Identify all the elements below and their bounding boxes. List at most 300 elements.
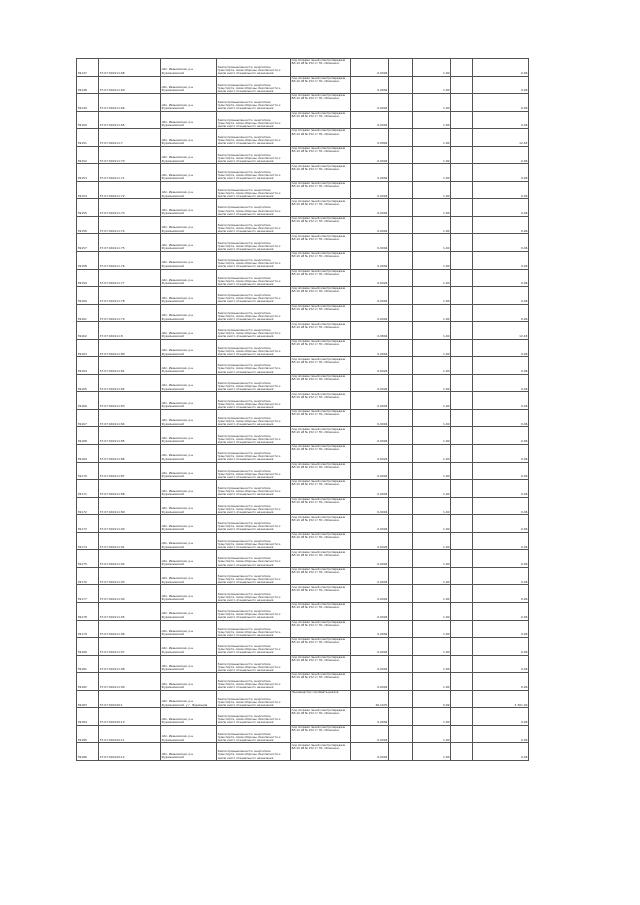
land-category: Земли промышленности, энергетики, транспорта, связи обороны, безопасности и земли иного специального назначения <box>217 638 291 655</box>
empty-cell <box>451 463 473 480</box>
record-number: 39166 <box>77 392 99 409</box>
address: обл. Ивановская, р-н Фурмановский <box>161 234 217 251</box>
table-row <box>77 357 529 375</box>
address: обл. Ивановская, р-н Фурмановский <box>161 568 217 585</box>
address: обл. Ивановская, р-н Фурмановский <box>161 726 217 743</box>
record-number: 39149 <box>77 94 99 111</box>
record-number: 39174 <box>77 533 99 550</box>
land-category: Земли промышленности, энергетики, транспорта, связи обороны, безопасности и земли иного специального назначения <box>217 322 291 339</box>
cadastral-number: 37:07:040111:65 <box>99 112 161 129</box>
table-row <box>77 691 529 709</box>
area-value: 0,0004 <box>351 77 389 94</box>
cadastral-number: 37:07:040111:92 <box>99 550 161 567</box>
table-row <box>77 726 529 744</box>
address: обл. Ивановская, р-н Фурмановский <box>161 656 217 673</box>
area-value: 0,0004 <box>351 287 389 304</box>
cadastral-number: 37:07:040111:78 <box>99 287 161 304</box>
tax-sum: 0,06 <box>473 252 529 269</box>
empty-cell <box>389 445 413 462</box>
address: обл. Ивановская, р-н Фурмановский <box>161 427 217 444</box>
table-row <box>77 305 529 323</box>
table-row <box>77 498 529 516</box>
address: обл. Ивановская, р-н Фурмановский <box>161 480 217 497</box>
tax-sum: 0,06 <box>473 550 529 567</box>
permitted-use: под опорами линий электропередачи ВЛ-10 кВ № 152 от ПС «Фоминка» <box>291 621 351 638</box>
cadastral-number: 37:07:040111:8 <box>99 322 161 339</box>
record-number: 39184 <box>77 708 99 725</box>
land-category: Земли промышленности, энергетики, транспорта, связи обороны, безопасности и земли иного специального назначения <box>217 182 291 199</box>
record-number: 39171 <box>77 480 99 497</box>
area-value: 0,0004 <box>351 515 389 532</box>
empty-cell <box>451 691 473 708</box>
coefficient: 1,00 <box>413 147 451 164</box>
address: обл. Ивановская, р-н Фурмановский <box>161 410 217 427</box>
coefficient: 1,00 <box>413 550 451 567</box>
cadastral-number: 37:07:040111:79 <box>99 305 161 322</box>
address: обл. Ивановская, р-н Фурмановский <box>161 77 217 94</box>
cadastral-number: 37:07:040111:95 <box>99 603 161 620</box>
empty-cell <box>389 357 413 374</box>
land-category: Земли промышленности, энергетики, транспорта, связи обороны, безопасности и земли иного специального назначения <box>217 270 291 287</box>
record-number: 39165 <box>77 375 99 392</box>
table-row <box>77 410 529 428</box>
permitted-use: под опорами линий электропередачи ВЛ-10 кВ № 152 от ПС «Фоминка» <box>291 533 351 550</box>
empty-cell <box>451 182 473 199</box>
cadastral-number: 37:07:040111:88 <box>99 480 161 497</box>
land-category: Земли промышленности, энергетики, транспорта, связи обороны, безопасности и земли иного специального назначения <box>217 498 291 515</box>
empty-cell <box>451 743 473 760</box>
area-value: 0,0004 <box>351 427 389 444</box>
record-number: 39178 <box>77 603 99 620</box>
empty-cell <box>389 621 413 638</box>
empty-cell <box>451 708 473 725</box>
coefficient: 1,00 <box>413 498 451 515</box>
cadastral-number: 37:07:040111:84 <box>99 410 161 427</box>
land-category: Земли промышленности, энергетики, транспорта, связи обороны, безопасности и земли иного специального назначения <box>217 375 291 392</box>
record-number: 39159 <box>77 270 99 287</box>
address: обл. Ивановская, р-н Фурмановский <box>161 585 217 602</box>
land-category: Земли промышленности, энергетики, транспорта, связи обороны, безопасности и земли иного специального назначения <box>217 392 291 409</box>
address: обл. Ивановская, р-н Фурмановский <box>161 375 217 392</box>
table-row <box>77 427 529 445</box>
address: обл. Ивановская, р-н Фурмановский <box>161 673 217 690</box>
tax-sum: 0,06 <box>473 603 529 620</box>
land-category: Земли промышленности, энергетики, транспорта, связи обороны, безопасности и земли иного специального назначения <box>217 357 291 374</box>
table-row <box>77 585 529 603</box>
empty-cell <box>389 568 413 585</box>
record-number: 39152 <box>77 147 99 164</box>
permitted-use: под опорами линий электропередачи ВЛ-10 кВ № 152 от ПС «Фоминка» <box>291 94 351 111</box>
empty-cell <box>389 410 413 427</box>
record-number: 39163 <box>77 340 99 357</box>
land-category: Земли промышленности, энергетики, транспорта, связи обороны, безопасности и земли иного специального назначения <box>217 568 291 585</box>
empty-cell <box>451 217 473 234</box>
land-category: Земли промышленности, энергетики, транспорта, связи обороны, безопасности и земли иного специального назначения <box>217 287 291 304</box>
address: обл. Ивановская, р-н Фурмановский <box>161 164 217 181</box>
empty-cell <box>389 129 413 146</box>
coefficient: 1,00 <box>413 164 451 181</box>
address: обл. Ивановская, р-н Фурмановский <box>161 515 217 532</box>
tax-sum: 0,06 <box>473 585 529 602</box>
permitted-use: под опорами линий электропередачи ВЛ-10 кВ № 152 от ПС «Фоминка» <box>291 340 351 357</box>
cadastral-number: 37:07:040111:81 <box>99 357 161 374</box>
area-value: 0,0004 <box>351 392 389 409</box>
table-row <box>77 182 529 200</box>
record-number: 39185 <box>77 726 99 743</box>
area-value: 0,0004 <box>351 199 389 216</box>
record-number: 39148 <box>77 77 99 94</box>
empty-cell <box>389 77 413 94</box>
record-number: 39175 <box>77 550 99 567</box>
cadastral-number: 37:07:040111:90 <box>99 515 161 532</box>
permitted-use: под опорами линий электропередачи ВЛ-10 кВ № 152 от ПС «Фоминка» <box>291 147 351 164</box>
cadastral-number: 37:07:040111:99 <box>99 673 161 690</box>
land-category: Земли промышленности, энергетики, транспорта, связи обороны, безопасности и земли иного специального назначения <box>217 515 291 532</box>
empty-cell <box>451 77 473 94</box>
table-row <box>77 270 529 288</box>
cadastral-number: 37:07:040111:70 <box>99 147 161 164</box>
area-value: 0,0004 <box>351 463 389 480</box>
tax-sum: 0,06 <box>473 480 529 497</box>
tax-sum: 0,06 <box>473 305 529 322</box>
empty-cell <box>451 287 473 304</box>
table-row <box>77 129 529 147</box>
tax-sum: 0,06 <box>473 392 529 409</box>
area-value: 0,0004 <box>351 603 389 620</box>
address: обл. Ивановская, р-н Фурмановский <box>161 59 217 76</box>
coefficient: 1,00 <box>413 603 451 620</box>
area-value: 0,0004 <box>351 585 389 602</box>
permitted-use: под опорами линий электропередачи ВЛ-10 кВ № 152 от ПС «Фоминка» <box>291 463 351 480</box>
cadastral-number: 37:07:040111:66 <box>99 94 161 111</box>
coefficient: 1,00 <box>413 463 451 480</box>
address: обл. Ивановская, р-н Фурмановский <box>161 463 217 480</box>
table-row <box>77 77 529 95</box>
cadastral-number: 37:07:040111:82 <box>99 375 161 392</box>
coefficient: 1,00 <box>413 480 451 497</box>
tax-sum: 0,06 <box>473 445 529 462</box>
empty-cell <box>389 182 413 199</box>
cadastral-number: 37:07:040111:68 <box>99 59 161 76</box>
cadastral-number: 37:07:040111:76 <box>99 252 161 269</box>
coefficient: 1,00 <box>413 708 451 725</box>
area-value: 0,0004 <box>351 252 389 269</box>
tax-sum: 0,06 <box>473 743 529 760</box>
empty-cell <box>389 726 413 743</box>
tax-sum: 0,06 <box>473 59 529 76</box>
area-value: 0,0004 <box>351 147 389 164</box>
area-value: 0,0004 <box>351 656 389 673</box>
empty-cell <box>389 252 413 269</box>
table-row <box>77 112 529 130</box>
area-value: 0,0004 <box>351 533 389 550</box>
table-row <box>77 252 529 270</box>
table-row <box>77 217 529 235</box>
area-value: 0,0004 <box>351 673 389 690</box>
area-value: 0,0004 <box>351 305 389 322</box>
table-row <box>77 340 529 358</box>
empty-cell <box>389 480 413 497</box>
permitted-use: под опорами линий электропередачи ВЛ-10 кВ № 152 от ПС «Фоминка» <box>291 568 351 585</box>
land-category: Земли промышленности, энергетики, транспорта, связи обороны, безопасности и земли иного специального назначения <box>217 533 291 550</box>
permitted-use: под опорами линий электропередачи ВЛ-10 кВ № 152 от ПС «Фоминка» <box>291 234 351 251</box>
area-value: 0,0004 <box>351 59 389 76</box>
empty-cell <box>451 621 473 638</box>
tax-sum: 12,18 <box>473 322 529 339</box>
area-value: 26,1670 <box>351 691 389 708</box>
table-row <box>77 375 529 393</box>
empty-cell <box>451 656 473 673</box>
tax-sum: 0,06 <box>473 182 529 199</box>
empty-cell <box>389 691 413 708</box>
tax-sum: 0,06 <box>473 199 529 216</box>
coefficient: 1,00 <box>413 375 451 392</box>
cadastral-number: 37:07:040120:11 <box>99 726 161 743</box>
permitted-use: под опорами линий электропередачи ВЛ-10 кВ № 152 от ПС «Фоминка» <box>291 199 351 216</box>
tax-sum: 2 301,00 <box>473 691 529 708</box>
empty-cell <box>389 638 413 655</box>
coefficient: 1,00 <box>413 77 451 94</box>
record-number: 39173 <box>77 515 99 532</box>
permitted-use: под опорами линий электропередачи ВЛ-10 кВ № 152 от ПС «Фоминка» <box>291 77 351 94</box>
coefficient: 1,00 <box>413 533 451 550</box>
permitted-use: под опорами линий электропередачи ВЛ-10 кВ № 152 от ПС «Фоминка» <box>291 375 351 392</box>
address: обл. Ивановская, р-н Фурмановский <box>161 621 217 638</box>
tax-sum: 0,06 <box>473 217 529 234</box>
area-value: 0,0004 <box>351 164 389 181</box>
area-value: 0,0004 <box>351 445 389 462</box>
record-number: 39155 <box>77 199 99 216</box>
table-row <box>77 287 529 305</box>
permitted-use: под опорами линий электропередачи ВЛ-10 кВ № 152 от ПС «Фоминка» <box>291 480 351 497</box>
empty-cell <box>389 498 413 515</box>
land-category: Земли промышленности, энергетики, транспорта, связи обороны, безопасности и земли иного специального назначения <box>217 164 291 181</box>
cadastral-number: 37:07:040111:72 <box>99 182 161 199</box>
coefficient: 1,00 <box>413 427 451 444</box>
coefficient: 1,00 <box>413 94 451 111</box>
empty-cell <box>389 305 413 322</box>
coefficient: 1,00 <box>413 568 451 585</box>
area-value: 0,0004 <box>351 638 389 655</box>
permitted-use: под опорами линий электропередачи ВЛ-10 кВ № 152 от ПС «Фоминка» <box>291 357 351 374</box>
land-category: Земли промышленности, энергетики, транспорта, связи обороны, безопасности и земли иного специального назначения <box>217 585 291 602</box>
permitted-use: под опорами линий электропередачи ВЛ-10 кВ № 152 от ПС «Фоминка» <box>291 726 351 743</box>
cadastral-number: 37:07:040111:77 <box>99 270 161 287</box>
tax-sum: 0,06 <box>473 357 529 374</box>
permitted-use: под опорами линий электропередачи ВЛ-10 кВ № 152 от ПС «Фоминка» <box>291 673 351 690</box>
area-value: 0,0004 <box>351 480 389 497</box>
land-category: Земли промышленности, энергетики, транспорта, связи обороны, безопасности и земли иного специального назначения <box>217 550 291 567</box>
land-category: Земли промышленности, энергетики, транспорта, связи обороны, безопасности и земли иного специального назначения <box>217 77 291 94</box>
coefficient: 1,00 <box>413 129 451 146</box>
empty-cell <box>451 129 473 146</box>
address: обл. Ивановская, р-н Фурмановский <box>161 550 217 567</box>
empty-cell <box>451 392 473 409</box>
empty-cell <box>389 322 413 339</box>
tax-sum: 0,06 <box>473 270 529 287</box>
empty-cell <box>451 498 473 515</box>
coefficient: 1,00 <box>413 182 451 199</box>
empty-cell <box>451 726 473 743</box>
empty-cell <box>451 147 473 164</box>
area-value: 0,0804 <box>351 129 389 146</box>
tax-sum: 0,06 <box>473 463 529 480</box>
empty-cell <box>389 550 413 567</box>
coefficient: 1,00 <box>413 638 451 655</box>
table-row <box>77 638 529 656</box>
area-value: 0,0004 <box>351 94 389 111</box>
land-category: Земли промышленности, энергетики, транспорта, связи обороны, безопасности и земли иного специального назначения <box>217 217 291 234</box>
permitted-use: под опорами линий электропередачи ВЛ-10 кВ № 152 от ПС «Фоминка» <box>291 392 351 409</box>
permitted-use: под опорами линий электропередачи ВЛ-10 кВ № 152 от ПС «Фоминка» <box>291 217 351 234</box>
area-value: 0,0004 <box>351 726 389 743</box>
empty-cell <box>451 638 473 655</box>
permitted-use: под опорами линий электропередачи ВЛ-10 кВ № 152 от ПС «Фоминка» <box>291 270 351 287</box>
empty-cell <box>451 94 473 111</box>
land-category: Земли промышленности, энергетики, транспорта, связи обороны, безопасности и земли иного специального назначения <box>217 147 291 164</box>
cadastral-number: 37:07:040111:96 <box>99 621 161 638</box>
empty-cell <box>389 270 413 287</box>
cadastral-number: 37:07:040111:71 <box>99 164 161 181</box>
tax-sum: 0,06 <box>473 340 529 357</box>
table-row <box>77 322 529 340</box>
permitted-use: под опорами линий электропередачи ВЛ-10 кВ № 152 от ПС «Фоминка» <box>291 410 351 427</box>
tax-sum: 0,06 <box>473 515 529 532</box>
permitted-use: под опорами линий электропередачи ВЛ-10 кВ № 152 от ПС «Фоминка» <box>291 550 351 567</box>
coefficient: 1,00 <box>413 252 451 269</box>
empty-cell <box>451 234 473 251</box>
table-row <box>77 94 529 112</box>
cadastral-number: 37:07:040111:83 <box>99 392 161 409</box>
permitted-use: под опорами линий электропередачи ВЛ-10 кВ № 152 от ПС «Фоминка» <box>291 498 351 515</box>
empty-cell <box>451 305 473 322</box>
empty-cell <box>389 392 413 409</box>
coefficient: 1,00 <box>413 515 451 532</box>
land-category: Земли промышленности, энергетики, транспорта, связи обороны, безопасности и земли иного специального назначения <box>217 480 291 497</box>
empty-cell <box>451 480 473 497</box>
land-category: Земли промышленности, энергетики, транспорта, связи обороны, безопасности и земли иного специального назначения <box>217 59 291 76</box>
empty-cell <box>451 270 473 287</box>
land-category: Земли промышленности, энергетики, транспорта, связи обороны, безопасности и земли иного специального назначения <box>217 621 291 638</box>
permitted-use: под опорами линий электропередачи ВЛ-10 кВ № 152 от ПС «Фоминка» <box>291 656 351 673</box>
empty-cell <box>389 585 413 602</box>
empty-cell <box>389 463 413 480</box>
address: обл. Ивановская, р-н Фурмановский <box>161 252 217 269</box>
tax-sum: 0,06 <box>473 287 529 304</box>
land-category: Земли промышленности, энергетики, транспорта, связи обороны, безопасности и земли иного специального назначения <box>217 94 291 111</box>
cadastral-number: 37:07:040111:91 <box>99 533 161 550</box>
permitted-use: под опорами линий электропередачи ВЛ-10 кВ № 152 от ПС «Фоминка» <box>291 445 351 462</box>
record-number: 39151 <box>77 129 99 146</box>
address: обл. Ивановская, р-н Фурмановский <box>161 708 217 725</box>
tax-sum: 0,06 <box>473 94 529 111</box>
tax-sum: 12,18 <box>473 129 529 146</box>
cadastral-number: 37:07:040120:1 <box>99 691 161 708</box>
address: обл. Ивановская, р-н Фурмановский <box>161 182 217 199</box>
empty-cell <box>389 708 413 725</box>
area-value: 0,0004 <box>351 568 389 585</box>
coefficient: 1,00 <box>413 322 451 339</box>
address: обл. Ивановская, р-н Фурмановский <box>161 498 217 515</box>
permitted-use: под опорами линий электропередачи ВЛ-10 кВ № 152 от ПС «Фоминка» <box>291 129 351 146</box>
empty-cell <box>451 164 473 181</box>
address: обл. Ивановская, р-н Фурмановский <box>161 638 217 655</box>
coefficient: 1,00 <box>413 585 451 602</box>
address: обл. Ивановская, р-н Фурмановский <box>161 112 217 129</box>
land-category: Земли промышленности, энергетики, транспорта, связи обороны, безопасности и земли иного специального назначения <box>217 603 291 620</box>
land-category: Земли промышленности, энергетики, транспорта, связи обороны, безопасности и земли иного специального назначения <box>217 129 291 146</box>
land-category: Земли промышленности, энергетики, транспорта, связи обороны, безопасности и земли иного специального назначения <box>217 340 291 357</box>
address: обл. Ивановская, р-н Фурмановский <box>161 129 217 146</box>
table-row <box>77 568 529 586</box>
table-row <box>77 515 529 533</box>
record-number: 39172 <box>77 498 99 515</box>
empty-cell <box>451 427 473 444</box>
address: обл. Ивановская, р-н Фурмановский <box>161 94 217 111</box>
empty-cell <box>451 199 473 216</box>
empty-cell <box>451 410 473 427</box>
empty-cell <box>451 568 473 585</box>
area-value: 0,0004 <box>351 550 389 567</box>
cadastral-number: 37:07:040111:69 <box>99 77 161 94</box>
cadastral-number: 37:07:040120:12 <box>99 743 161 760</box>
coefficient: 1,00 <box>413 392 451 409</box>
cadastral-number: 37:07:040111:80 <box>99 340 161 357</box>
address: обл. Ивановская, р-н Фурмановский <box>161 199 217 216</box>
tax-sum: 0,06 <box>473 568 529 585</box>
empty-cell <box>451 445 473 462</box>
empty-cell <box>389 112 413 129</box>
record-number: 39150 <box>77 112 99 129</box>
address: обл. Ивановская, р-н Фурмановский <box>161 217 217 234</box>
area-value: 0,0004 <box>351 498 389 515</box>
area-value: 0,0004 <box>351 410 389 427</box>
land-category: Земли промышленности, энергетики, транспорта, связи обороны, безопасности и земли иного специального назначения <box>217 726 291 743</box>
table-row <box>77 164 529 182</box>
cadastral-number: 37:07:040111:94 <box>99 585 161 602</box>
empty-cell <box>451 673 473 690</box>
land-category: Земли промышленности, энергетики, транспорта, связи обороны, безопасности и земли иного специального назначения <box>217 673 291 690</box>
tax-sum: 0,06 <box>473 673 529 690</box>
empty-cell <box>389 427 413 444</box>
tax-sum: 0,06 <box>473 164 529 181</box>
permitted-use: под опорами линий электропередачи ВЛ-10 кВ № 152 от ПС «Фоминка» <box>291 305 351 322</box>
coefficient: 1,00 <box>413 410 451 427</box>
empty-cell <box>389 656 413 673</box>
record-number: 39180 <box>77 638 99 655</box>
area-value: 0,0804 <box>351 322 389 339</box>
land-category: Земли промышленности, энергетики, транспорта, связи обороны, безопасности и земли иного специального назначения <box>217 691 291 708</box>
coefficient: 1,00 <box>413 305 451 322</box>
coefficient: 1,00 <box>413 656 451 673</box>
cadastral-number: 37:07:040111:86 <box>99 445 161 462</box>
land-category: Земли промышленности, энергетики, транспорта, связи обороны, безопасности и земли иного специального назначения <box>217 656 291 673</box>
empty-cell <box>389 217 413 234</box>
empty-cell <box>389 287 413 304</box>
address: обл. Ивановская, р-н Фурмановский <box>161 147 217 164</box>
coefficient: 1,00 <box>413 340 451 357</box>
land-category: Земли промышленности, энергетики, транспорта, связи обороны, безопасности и земли иного специального назначения <box>217 199 291 216</box>
empty-cell <box>389 673 413 690</box>
table-row <box>77 708 529 726</box>
record-number: 39153 <box>77 164 99 181</box>
area-value: 0,0004 <box>351 375 389 392</box>
cadastral-number: 37:07:040120:10 <box>99 708 161 725</box>
empty-cell <box>389 199 413 216</box>
record-number: 39182 <box>77 673 99 690</box>
record-number: 39168 <box>77 427 99 444</box>
record-number: 39181 <box>77 656 99 673</box>
